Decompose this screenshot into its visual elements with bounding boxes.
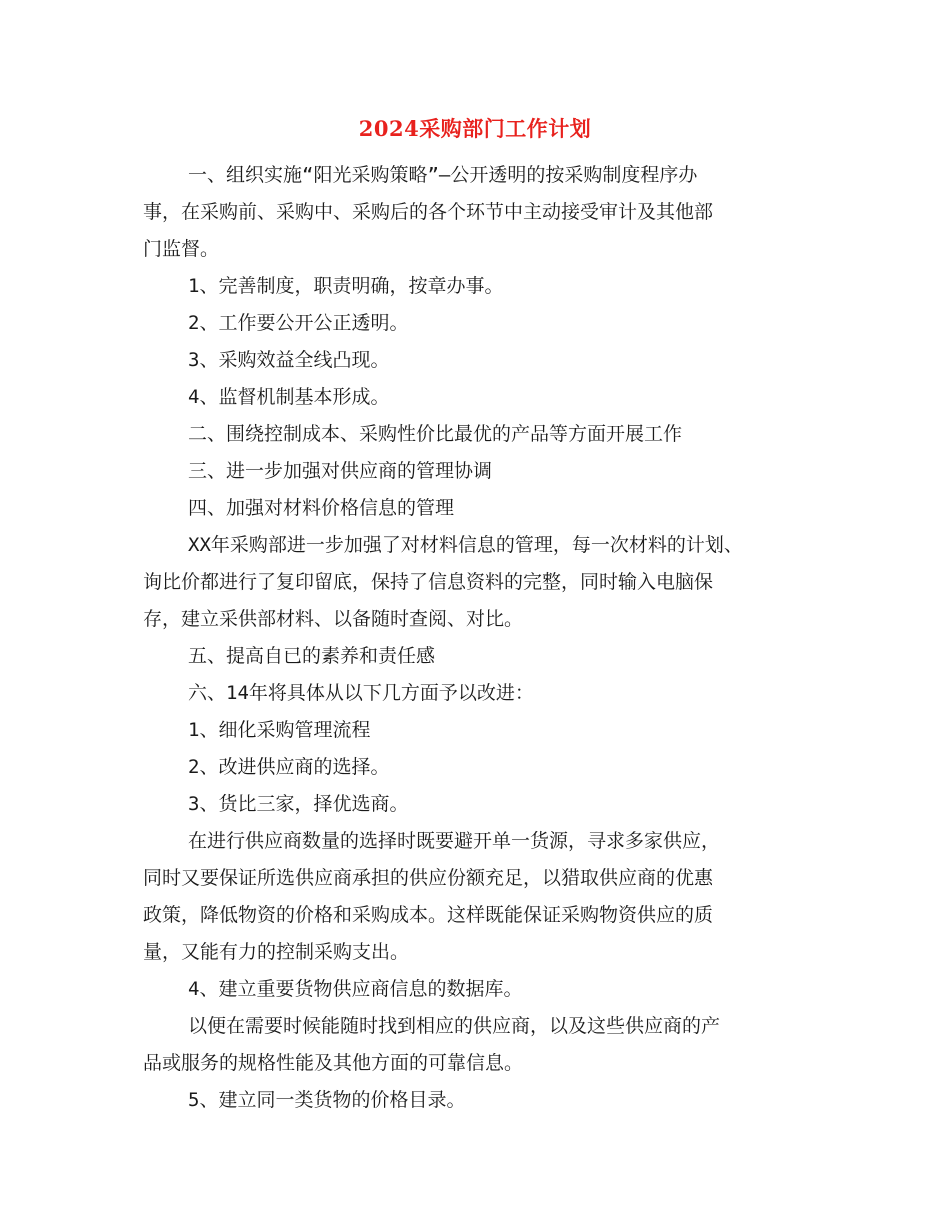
paragraph-line: 以便在需要时候能随时找到相应的供应商，以及这些供应商的产 [188,1015,721,1037]
paragraph [143,1082,823,1119]
paragraph-line: 四、加强对材料价格信息的管理 [188,497,455,519]
paragraph [143,157,823,268]
paragraph [143,638,823,675]
paragraph-line: XX年采购部进一步加强了对材料信息的管理，每一次材料的计划、 [188,534,743,556]
paragraph [143,342,823,379]
paragraph [143,1008,823,1082]
paragraph-line: 五、提高自已的素养和责任感 [188,645,436,667]
paragraph-line: 量，又能有力的控制采购支出。 [143,941,410,963]
paragraph-line: 门监督。 [143,238,220,260]
paragraph [143,490,823,527]
paragraph-line: 4、建立重要货物供应商信息的数据库。 [188,978,523,1000]
paragraph-line: 4、监督机制基本形成。 [188,386,390,408]
paragraph-line: 3、采购效益全线凸现。 [188,349,390,371]
paragraph [143,675,823,712]
paragraph [143,749,823,786]
paragraph-line: 同时又要保证所选供应商承担的供应份额充足，以猎取供应商的优惠 [143,867,714,889]
paragraph [143,305,823,342]
paragraph-line: 二、围绕控制成本、采购性价比最优的产品等方面开展工作 [188,423,683,445]
paragraph-line: 3、货比三家，择优选商。 [188,793,409,815]
paragraph-line: 六、14年将具体从以下几方面予以改进： [188,682,534,704]
paragraph-line: 询比价都进行了复印留底，保持了信息资料的完整，同时输入电脑保 [143,571,714,593]
paragraph-line: 在进行供应商数量的选择时既要避开单一货源，寻求多家供应， [188,830,721,852]
paragraph [143,527,823,638]
document-title: 2024采购部门工作计划 [358,116,592,141]
paragraph-line: 1、细化采购管理流程 [188,719,371,741]
paragraph-line: 1、完善制度，职责明确，按章办事。 [188,275,504,297]
paragraph [143,416,823,453]
paragraph [143,453,823,490]
paragraph-line: 事，在采购前、采购中、采购后的各个环节中主动接受审计及其他部 [143,201,714,223]
paragraph-line: 存，建立采供部材料、以备随时查阅、对比。 [143,608,524,630]
paragraph [143,379,823,416]
paragraph-line: 一、组织实施“阳光采购策略”—公开透明的按采购制度程序办 [188,164,698,186]
paragraph-line: 三、进一步加强对供应商的管理协调 [188,460,493,482]
paragraph [143,786,823,823]
paragraph-line: 2、改进供应商的选择。 [188,756,390,778]
paragraph [143,268,823,305]
paragraph-line: 5、建立同一类货物的价格目录。 [188,1089,466,1111]
paragraph [143,823,823,971]
paragraph [143,712,823,749]
paragraph [143,971,823,1008]
paragraph-line: 2、工作要公开公正透明。 [188,312,409,334]
paragraph-line: 政策，降低物资的价格和采购成本。这样既能保证采购物资供应的质 [143,904,714,926]
paragraph-line: 品或服务的规格性能及其他方面的可靠信息。 [143,1052,524,1074]
